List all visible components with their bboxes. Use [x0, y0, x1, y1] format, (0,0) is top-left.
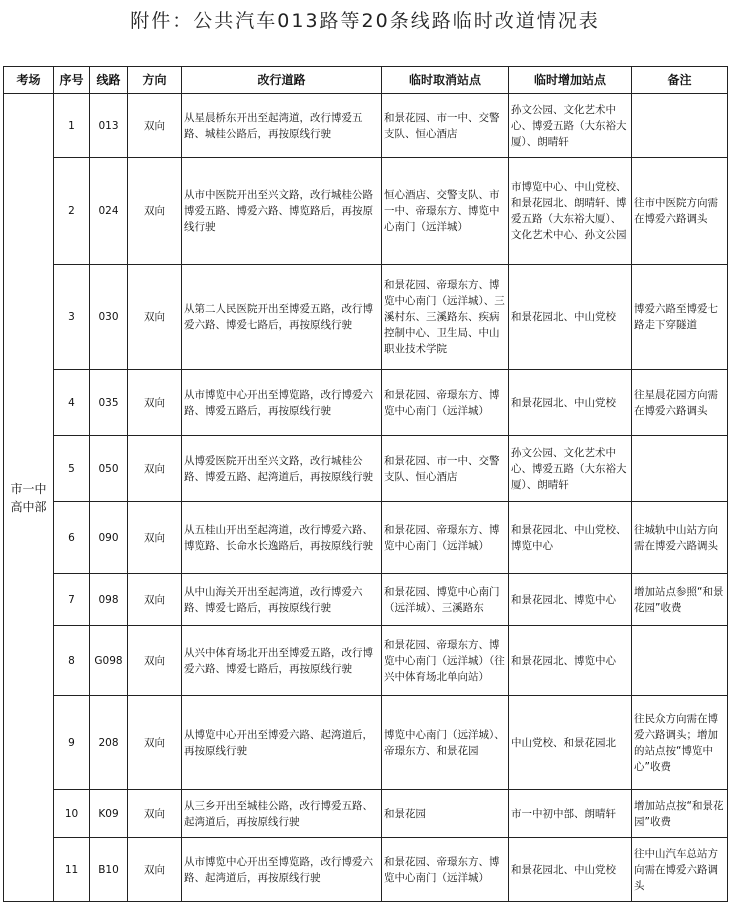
- line-cell: 035: [90, 370, 128, 436]
- header-exam-site: 考场: [4, 67, 54, 94]
- table-header-row: [4, 67, 728, 94]
- add-stops-cell: 市一中初中部、朗晴轩: [509, 790, 632, 838]
- route-cell: 从五桂山开出至起湾道，改行博爱六路、博览路、长命水长逸路后，再按原线行驶: [182, 502, 382, 574]
- direction-cell: 双向: [128, 790, 182, 838]
- seq-cell: 7: [54, 574, 90, 626]
- direction-cell: 双向: [128, 158, 182, 265]
- direction-cell: 双向: [128, 502, 182, 574]
- route-cell: 从星晨桥东开出至起湾道，改行博爱五路、城桂公路后，再按原线行驶: [182, 94, 382, 158]
- header-line: 线路: [90, 67, 128, 94]
- note-cell: 往市中医院方向需在博爱六路调头: [632, 158, 728, 265]
- cancel-stops-cell: 和景花园: [382, 790, 509, 838]
- page-title: 附件：公共汽车013路等20条线路临时改道情况表: [130, 10, 600, 32]
- table-row: [4, 838, 728, 902]
- seq-cell: 5: [54, 436, 90, 502]
- direction-cell: 双向: [128, 626, 182, 696]
- route-cell: 从三乡开出至城桂公路，改行博爱五路、起湾道后，再按原线行驶: [182, 790, 382, 838]
- exam-site-cell: 市一中高中部: [4, 94, 54, 902]
- line-cell: 024: [90, 158, 128, 265]
- note-cell: 往城轨中山站方向需在博爱六路调头: [632, 502, 728, 574]
- seq-cell: 11: [54, 838, 90, 902]
- cancel-stops-cell: 和景花园、帝璟东方、博览中心南门（远洋城）（往兴中体育场北单向站）: [382, 626, 509, 696]
- route-cell: 从市中医院开出至兴文路，改行城桂公路博爱五路、博爱六路、博览路后，再按原线行驶: [182, 158, 382, 265]
- add-stops-cell: 和景花园北、中山党校: [509, 838, 632, 902]
- line-cell: 098: [90, 574, 128, 626]
- table-row: [4, 790, 728, 838]
- add-stops-cell: 孙文公园、文化艺术中心、博爱五路（大东裕大厦）、朗晴轩: [509, 94, 632, 158]
- header-cancel: 临时取消站点: [382, 67, 509, 94]
- seq-cell: 4: [54, 370, 90, 436]
- line-cell: K09: [90, 790, 128, 838]
- header-note: 备注: [632, 67, 728, 94]
- add-stops-cell: 孙文公园、文化艺术中心、博爱五路（大东裕大厦）、朗晴轩: [509, 436, 632, 502]
- direction-cell: 双向: [128, 696, 182, 790]
- route-cell: 从第二人民医院开出至博爱五路，改行博爱六路、博爱七路后，再按原线行驶: [182, 265, 382, 370]
- route-cell: 从兴中体育场北开出至博爱五路，改行博爱六路、博爱七路后，再按原线行驶: [182, 626, 382, 696]
- table-row: [4, 696, 728, 790]
- note-cell: [632, 626, 728, 696]
- route-cell: 从中山海关开出至起湾道，改行博爱六路、博爱七路后，再按原线行驶: [182, 574, 382, 626]
- seq-cell: 9: [54, 696, 90, 790]
- note-cell: 往民众方向需在博爱六路调头；增加的站点按“博览中心”收费: [632, 696, 728, 790]
- reroute-table: [3, 66, 728, 902]
- note-cell: 博爱六路至博爱七路走下穿隧道: [632, 265, 728, 370]
- seq-cell: 6: [54, 502, 90, 574]
- seq-cell: 2: [54, 158, 90, 265]
- line-cell: B10: [90, 838, 128, 902]
- line-cell: 208: [90, 696, 128, 790]
- add-stops-cell: 和景花园北、中山党校: [509, 370, 632, 436]
- route-cell: 从博览中心开出至博爱六路、起湾道后，再按原线行驶: [182, 696, 382, 790]
- header-seq: 序号: [54, 67, 90, 94]
- add-stops-cell: 和景花园北、中山党校、博览中心: [509, 502, 632, 574]
- direction-cell: 双向: [128, 436, 182, 502]
- note-cell: [632, 94, 728, 158]
- cancel-stops-cell: 和景花园、帝璟东方、博览中心南门（远洋城）: [382, 370, 509, 436]
- cancel-stops-cell: 博览中心南门（远洋城）、帝璟东方、和景花园: [382, 696, 509, 790]
- cancel-stops-cell: 和景花园、帝璟东方、博览中心南门（远洋城）: [382, 838, 509, 902]
- direction-cell: 双向: [128, 370, 182, 436]
- add-stops-cell: 和景花园北、中山党校: [509, 265, 632, 370]
- seq-cell: 3: [54, 265, 90, 370]
- seq-cell: 10: [54, 790, 90, 838]
- cancel-stops-cell: 和景花园、帝璟东方、博览中心南门（远洋城）、三溪村东、三溪路东、疾病控制中心、卫生局、中山职业技术学院: [382, 265, 509, 370]
- header-route: 改行道路: [182, 67, 382, 94]
- table-row: [4, 574, 728, 626]
- header-direction: 方向: [128, 67, 182, 94]
- line-cell: 050: [90, 436, 128, 502]
- cancel-stops-cell: 和景花园、博览中心南门（远洋城）、三溪路东: [382, 574, 509, 626]
- table-row: [4, 265, 728, 370]
- header-add: 临时增加站点: [509, 67, 632, 94]
- line-cell: 030: [90, 265, 128, 370]
- cancel-stops-cell: 和景花园、市一中、交警支队、恒心酒店: [382, 436, 509, 502]
- line-cell: 013: [90, 94, 128, 158]
- add-stops-cell: 中山党校、和景花园北: [509, 696, 632, 790]
- direction-cell: 双向: [128, 265, 182, 370]
- table-row: [4, 370, 728, 436]
- route-cell: 从博爱医院开出至兴文路，改行城桂公路、博爱五路、起湾道后，再按原线行驶: [182, 436, 382, 502]
- direction-cell: 双向: [128, 94, 182, 158]
- note-cell: 增加站点参照“和景花园”收费: [632, 574, 728, 626]
- add-stops-cell: 和景花园北、博览中心: [509, 626, 632, 696]
- seq-cell: 1: [54, 94, 90, 158]
- direction-cell: 双向: [128, 574, 182, 626]
- add-stops-cell: 和景花园北、博览中心: [509, 574, 632, 626]
- cancel-stops-cell: 恒心酒店、交警支队、市一中、帝璟东方、博览中心南门（远洋城）: [382, 158, 509, 265]
- note-cell: [632, 436, 728, 502]
- add-stops-cell: 市博览中心、中山党校、和景花园北、朗晴轩、博爱五路（大东裕大厦）、文化艺术中心、孙文公园: [509, 158, 632, 265]
- note-cell: 往星晨花园方向需在博爱六路调头: [632, 370, 728, 436]
- direction-cell: 双向: [128, 838, 182, 902]
- line-cell: G098: [90, 626, 128, 696]
- cancel-stops-cell: 和景花园、帝璟东方、博览中心南门（远洋城）: [382, 502, 509, 574]
- table-row: [4, 626, 728, 696]
- table-row: [4, 436, 728, 502]
- table-row: [4, 502, 728, 574]
- table-row: [4, 94, 728, 158]
- cancel-stops-cell: 和景花园、市一中、交警支队、恒心酒店: [382, 94, 509, 158]
- seq-cell: 8: [54, 626, 90, 696]
- note-cell: 增加站点按“和景花园”收费: [632, 790, 728, 838]
- route-cell: 从市博览中心开出至博览路，改行博爱六路、起湾道后，再按原线行驶: [182, 838, 382, 902]
- route-cell: 从市博览中心开出至博览路，改行博爱六路、博爱五路后，再按原线行驶: [182, 370, 382, 436]
- line-cell: 090: [90, 502, 128, 574]
- table-row: [4, 158, 728, 265]
- note-cell: 往中山汽车总站方向需在博爱六路调头: [632, 838, 728, 902]
